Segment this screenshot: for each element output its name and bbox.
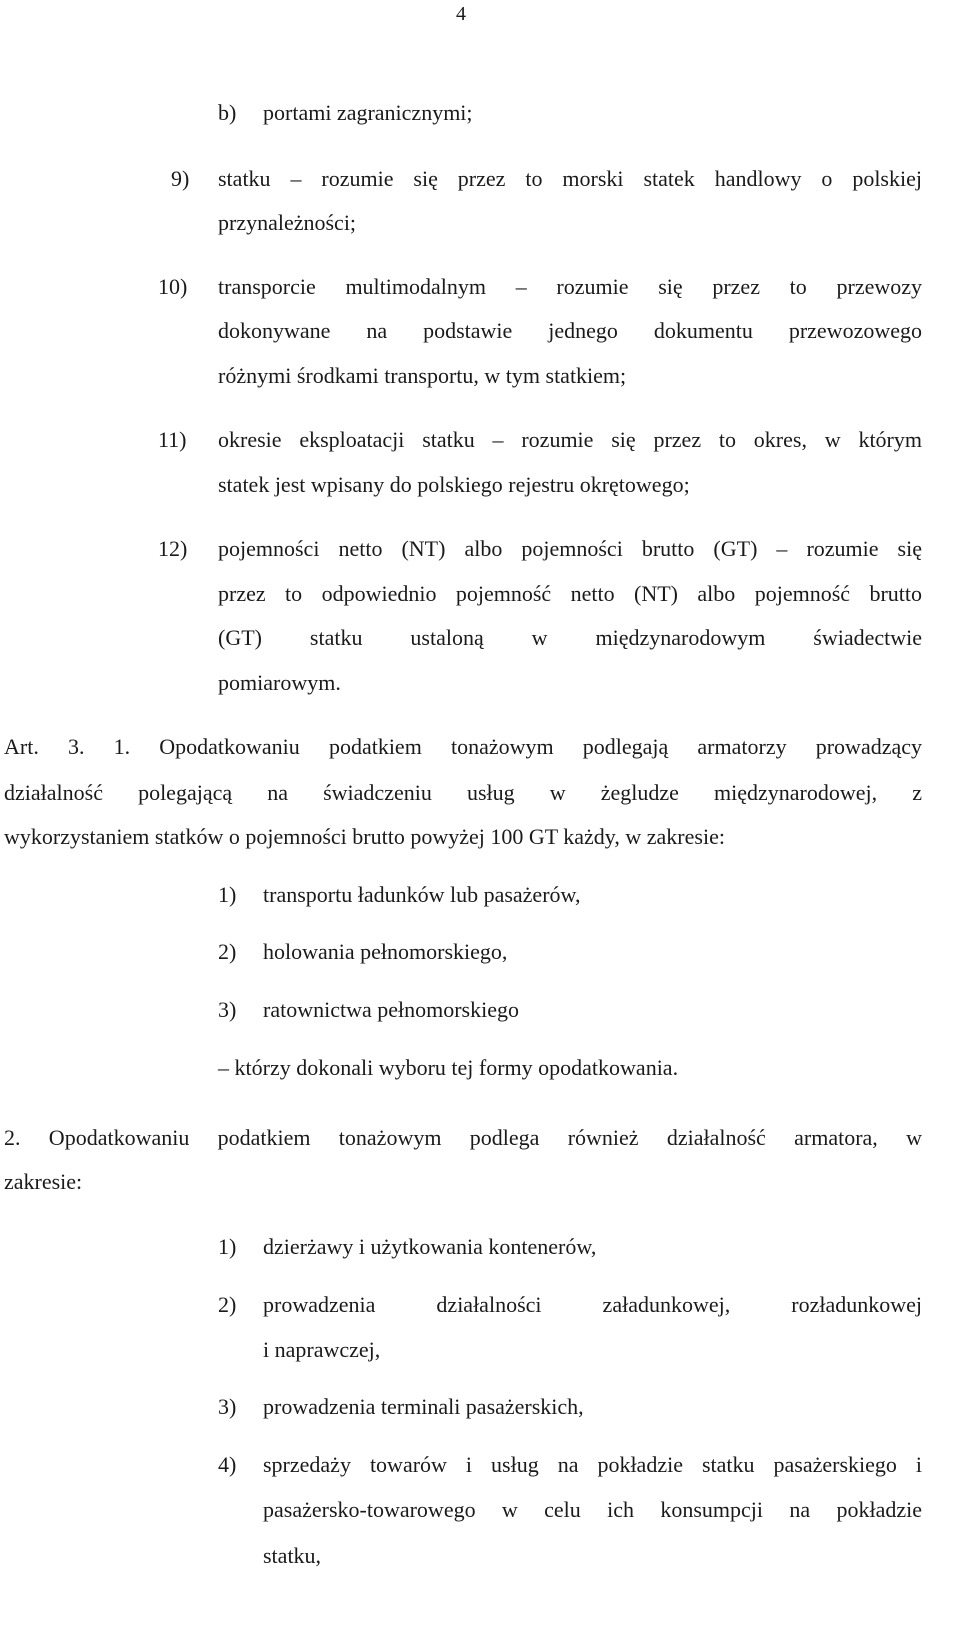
closing-clause: – którzy dokonali wyboru tej formy opodatkowania. xyxy=(218,1055,679,1080)
article-paragraph-line: zakresie: xyxy=(4,1169,83,1194)
article-paragraph-line: Art. 3. 1. Opodatkowaniu podatkiem tonażowym podlegają armatorzy prowadzący xyxy=(4,734,922,759)
list-item-text: prowadzenia terminali pasażerskich, xyxy=(263,1394,584,1419)
list-item-text: sprzedaży towarów i usług na pokładzie statku pasażerskiego i xyxy=(263,1452,922,1477)
list-item-text: przynależności; xyxy=(218,210,357,235)
article-paragraph-line: wykorzystaniem statków o pojemności brutto powyżej 100 GT każdy, w zakresie: xyxy=(4,824,725,849)
article-paragraph-line: działalność polegającą na świadczeniu usług w żegludze międzynarodowej, z xyxy=(4,780,922,805)
list-item-text: transportu ładunków lub pasażerów, xyxy=(263,882,581,907)
list-item-number: 2) xyxy=(218,1292,237,1317)
list-item-text: statku – rozumie się przez to morski statek handlowy o polskiej xyxy=(218,166,922,191)
list-item-text: statek jest wpisany do polskiego rejestru okrętowego; xyxy=(218,472,690,497)
list-item-text: pomiarowym. xyxy=(218,670,341,695)
list-item-number: 10) xyxy=(158,274,188,299)
list-item-text: portami zagranicznymi; xyxy=(263,100,473,125)
list-item-text: ratownictwa pełnomorskiego xyxy=(263,997,519,1022)
list-item-label: b) xyxy=(218,100,237,125)
list-item-text: i naprawczej, xyxy=(263,1337,381,1362)
list-item-text: okresie eksploatacji statku – rozumie się przez to okres, w którym xyxy=(218,427,922,452)
list-item-text: dzierżawy i użytkowania kontenerów, xyxy=(263,1234,597,1259)
list-item-text: (GT) statku ustaloną w międzynarodowym świadectwie xyxy=(218,625,922,650)
list-item-number: 9) xyxy=(171,166,190,191)
list-item-text: przez to odpowiednio pojemność netto (NT) albo pojemność brutto xyxy=(218,581,922,606)
list-item-number: 2) xyxy=(218,939,237,964)
list-item-text: różnymi środkami transportu, w tym statkiem; xyxy=(218,363,627,388)
article-paragraph-line: 2. Opodatkowaniu podatkiem tonażowym podlega również działalność armatora, w xyxy=(4,1125,922,1150)
list-item-number: 3) xyxy=(218,997,237,1022)
list-item-text: holowania pełnomorskiego, xyxy=(263,939,508,964)
list-item-number: 11) xyxy=(158,427,187,452)
page-number: 4 xyxy=(456,3,466,25)
list-item-text: statku, xyxy=(263,1543,322,1568)
list-item-text: transporcie multimodalnym – rozumie się przez to przewozy xyxy=(218,274,922,299)
list-item-number: 12) xyxy=(158,536,188,561)
list-item-text: pasażersko-towarowego w celu ich konsumpcji na pokładzie xyxy=(263,1497,922,1522)
list-item-text: prowadzenia działalności załadunkowej, rozładunkowej xyxy=(263,1292,922,1317)
list-item-text: pojemności netto (NT) albo pojemności brutto (GT) – rozumie się xyxy=(218,536,922,561)
list-item-text: dokonywane na podstawie jednego dokumentu przewozowego xyxy=(218,318,922,343)
list-item-number: 4) xyxy=(218,1452,237,1477)
list-item-number: 3) xyxy=(218,1394,237,1419)
list-item-number: 1) xyxy=(218,882,237,907)
list-item-number: 1) xyxy=(218,1234,237,1259)
